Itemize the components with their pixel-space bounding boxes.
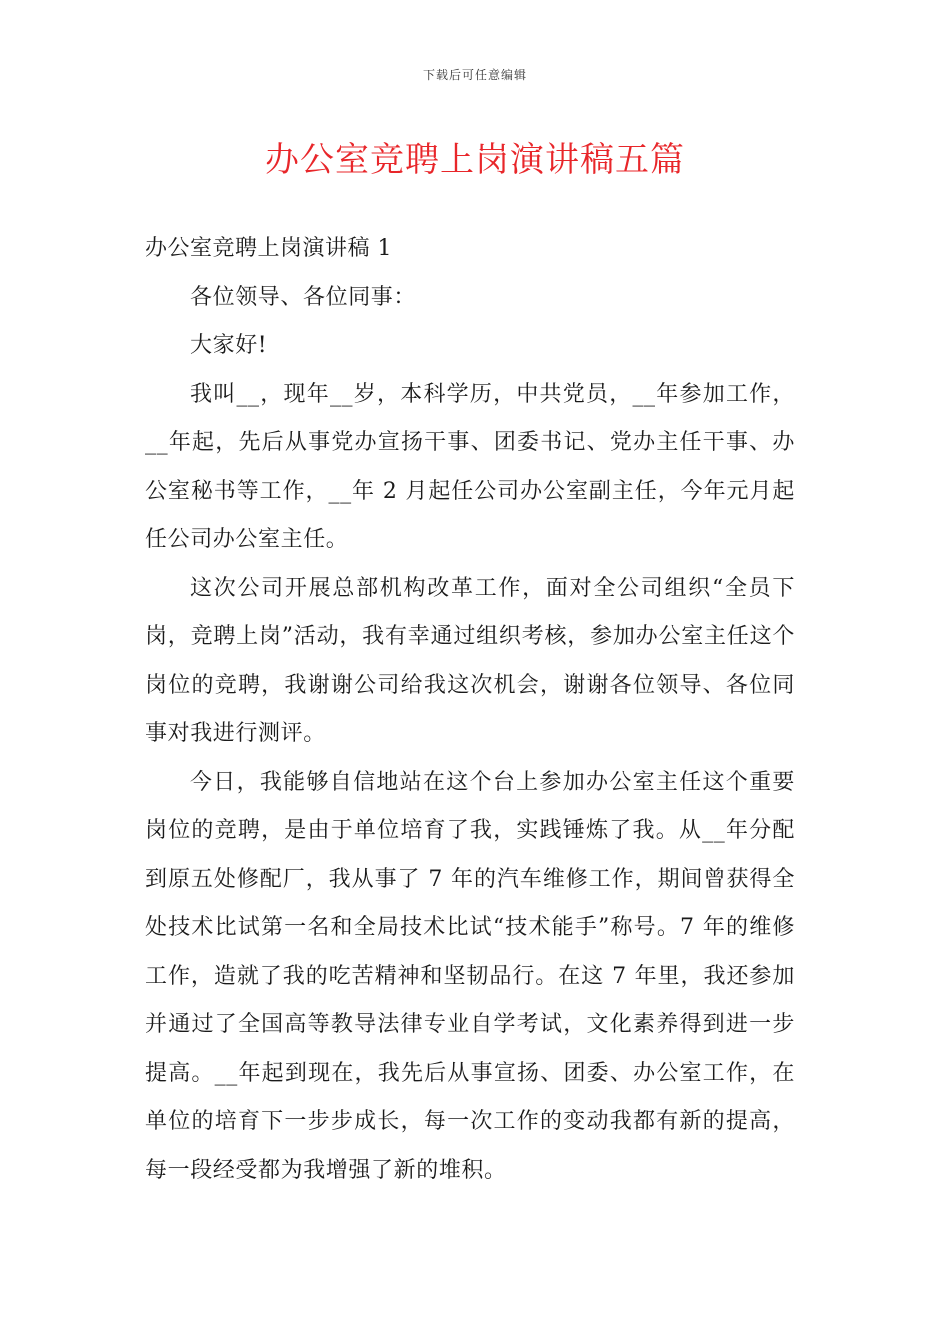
document-title: 办公室竞聘上岗演讲稿五篇 (265, 140, 685, 180)
document-body (145, 225, 795, 1195)
section-heading: 办公室竞聘上岗演讲稿 1 (145, 236, 392, 261)
salutation-paragraph: 各位领导、各位同事： (190, 284, 417, 310)
body-paragraph: 今日，我能够自信地站在这个台上参加办公室主任这个重要岗位的竞聘，是由于单位培育了我，实践锤炼了我。从__年分配到原五处修配厂，我从事了 7 年的汽车维修工作，期间曾获得全处技术比试第一名和全局技术比试“技术能手”称号。7 年的维修工作，造就了我的吃苦精神和坚韧品行。在这 7 年里，我还参加并通过了全国高等教导法律专业自学考试，文化素养得到进一步提高。__年起到现在，我先后从事宣扬、团委、办公室工作，在单位的培育下一步步成长，每一次工作的变动我都有新的提高，每一段经受都为我增强了新的堆积。 (145, 769, 795, 1183)
header-note: 下载后可任意编辑 (422, 68, 527, 82)
body-paragraph: 我叫__，现年__岁，本科学历，中共党员，__年参加工作，__年起，先后从事党办宣扬干事、团委书记、党办主任干事、办公室秘书等工作，__年 2 月起任公司办公室副主任，今年元月起任公司办公室主任。 (145, 381, 795, 552)
body-paragraph: 这次公司开展总部机构改革工作，面对全公司组织“全员下岗，竞聘上岗”活动，我有幸通过组织考核，参加办公室主任这个岗位的竞聘，我谢谢公司给我这次机会，谢谢各位领导、各位同事对我进行测评。 (145, 575, 795, 746)
greeting-paragraph: 大家好! (190, 333, 268, 358)
